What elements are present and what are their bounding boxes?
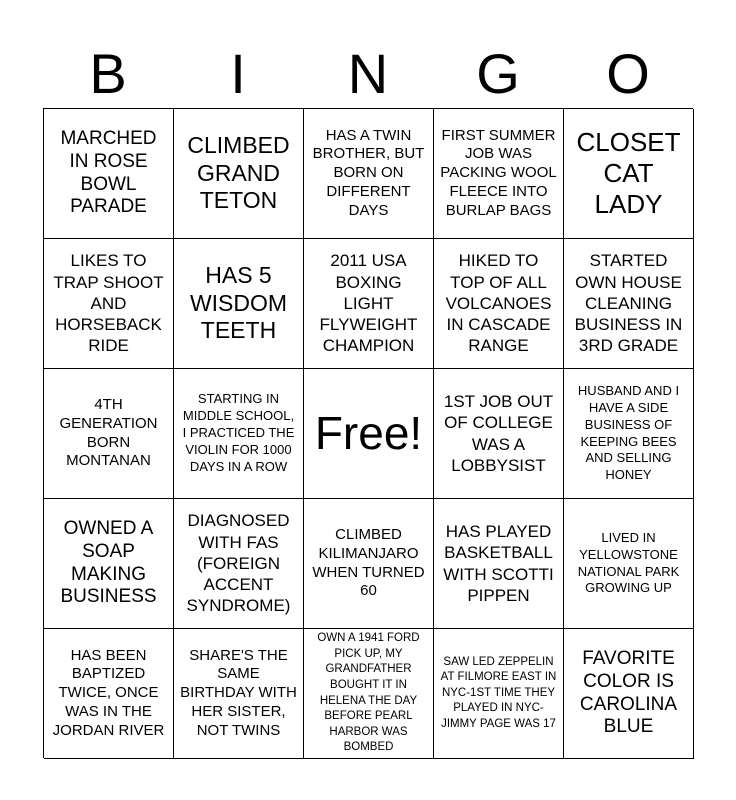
header-letter-i: I [230,42,246,105]
cell-text: DIAGNOSED WITH FAS (FOREIGN ACCENT SYNDROME) [186,511,291,616]
cell-text: FAVORITE COLOR IS CAROLINA BLUE [579,647,678,738]
bingo-cell[interactable] [174,109,304,239]
header-letter-b: B [89,42,127,105]
free-space-text: Free! [314,407,423,460]
bingo-cell[interactable] [44,239,174,369]
bingo-cell[interactable] [174,369,304,499]
cell-text: 1ST JOB OUT OF COLLEGE WAS A LOBBYSIST [443,392,554,475]
cell-text: HAS 5 WISDOM TEETH [189,262,288,344]
cell-text: SAW LED ZEPPELIN AT FILMORE EAST IN NYC-1ST TIME THEY PLAYED IN NYC- JIMMY PAGE WAS 17 [440,655,557,730]
cell-text: 2011 USA BOXING LIGHT FLYWEIGHT CHAMPION [319,251,418,356]
bingo-cell[interactable] [564,499,694,629]
cell-text: OWN A 1941 FORD PICK UP, MY GRANDFATHER BOUGHT IT IN HELENA THE DAY BEFORE PEARL HARBOR WAS BOMBED [317,632,420,754]
cell-text: STARTED OWN HOUSE CLEANING BUSINESS IN 3RD GRADE [574,251,683,356]
bingo-cell[interactable] [44,109,174,239]
cell-text: SHARE'S THE SAME BIRTHDAY WITH HER SISTER, NOT TWINS [180,646,297,739]
bingo-cell[interactable] [564,629,694,759]
bingo-cell[interactable] [304,629,434,759]
bingo-cell[interactable] [564,109,694,239]
cell-text: CLIMBED KILIMANJARO WHEN TURNED 60 [312,526,425,600]
cell-text: HIKED TO TOP OF ALL VOLCANOES IN CASCADE RANGE [445,251,552,356]
cell-text: HUSBAND AND I HAVE A SIDE BUSINESS OF KEEPING BEES AND SELLING HONEY [577,382,680,483]
cell-text: MARCHED IN ROSE BOWL PARADE [60,127,157,218]
cell-text: HAS A TWIN BROTHER, BUT BORN ON DIFFERENT DAYS [312,126,425,219]
bingo-cell[interactable] [434,629,564,759]
bingo-cell[interactable] [44,629,174,759]
bingo-cell[interactable] [304,239,434,369]
cell-text: FIRST SUMMER JOB WAS PACKING WOOL FLEECE INTO BURLAP BAGS [440,126,557,219]
bingo-cell[interactable] [174,239,304,369]
cell-text: 4TH GENERATION BORN MONTANAN [59,396,158,470]
bingo-cell[interactable] [564,369,694,499]
header-letter-g: G [476,42,520,105]
cell-text: OWNED A SOAP MAKING BUSINESS [60,517,157,608]
bingo-cell[interactable] [174,499,304,629]
bingo-cell[interactable] [44,499,174,629]
bingo-cell[interactable] [304,499,434,629]
bingo-cell[interactable] [44,369,174,499]
cell-text: LIKES TO TRAP SHOOT AND HORSEBACK RIDE [53,251,164,356]
bingo-cell[interactable] [434,369,564,499]
bingo-cell[interactable] [174,629,304,759]
cell-text: HAS PLAYED BASKETBALL WITH SCOTTI PIPPEN [443,522,554,605]
bingo-header [43,40,693,108]
cell-text: HAS BEEN BAPTIZED TWICE, ONCE WAS IN THE JORDAN RIVER [52,646,165,739]
bingo-cell[interactable] [304,109,434,239]
bingo-board [43,108,693,758]
cell-text: STARTING IN MIDDLE SCHOOL, I PRACTICED THE VIOLIN FOR 1000 DAYS IN A ROW [182,391,295,474]
bingo-cell[interactable] [564,239,694,369]
cell-text: CLIMBED GRAND TETON [187,132,290,214]
header-letter-o: O [606,42,650,105]
cell-text: CLOSET CAT LADY [576,126,681,220]
bingo-cell[interactable] [434,499,564,629]
free-space[interactable] [304,369,434,499]
bingo-cell[interactable] [434,109,564,239]
bingo-cell[interactable] [434,239,564,369]
cell-text: LIVED IN YELLOWSTONE NATIONAL PARK GROWING UP [577,529,680,596]
header-letter-n: N [347,42,389,105]
